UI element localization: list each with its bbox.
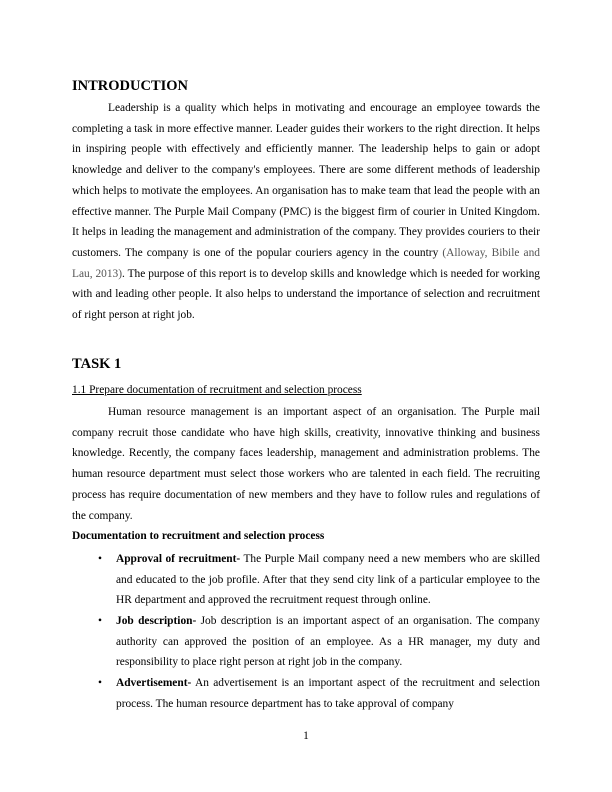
task1-paragraph	[72, 402, 540, 526]
task1-heading: TASK 1	[72, 356, 122, 372]
bullet-job-description	[98, 611, 540, 673]
bullet-advertisement	[98, 673, 540, 714]
bullet-dot: •	[98, 615, 102, 627]
bullet-title: Approval of recruitment-	[116, 553, 241, 565]
intro-paragraph	[72, 98, 540, 326]
bullet-approval	[98, 549, 540, 611]
bullet-dot: •	[98, 677, 102, 689]
documentation-heading: Documentation to recruitment and selection process	[72, 530, 325, 542]
bullet-text: The Purple Mail company need a new members who are skilled and educated to the job profile. After that they send city link of a particular employee to the HR department and approved the recruitment request through online.	[116, 553, 540, 607]
bullet-text: An advertisement is an important aspect of the recruitment and selection process. The human resource department has to take approval of company	[116, 677, 540, 710]
page-number: 1	[303, 730, 309, 742]
bullet-title: Advertisement-	[116, 677, 192, 689]
task1-paragraph-text: Human resource management is an important aspect of an organisation. The Purple mail company recruit those candidate who have high skills, creativity, innovative thinking and business knowledge. Recently, the company faces leadership, management and administration problems. The human resource department must select those workers who are talented in each field. The recruiting process has require documentation of new members and they have to follow rules and regulations of the company.	[72, 406, 540, 522]
bullet-text: Job description is an important aspect of an organisation. The company authority can approved the position of an employee. As a HR manager, my duty and responsibility to place right person at right job in the company.	[116, 615, 540, 669]
intro-text-end: . The purpose of this report is to develop skills and knowledge which is needed for working with and leading other people. It also helps to understand the importance of selection and recruitment of right person at right job.	[72, 267, 540, 322]
intro-heading: INTRODUCTION	[72, 78, 189, 94]
bullet-dot: •	[98, 553, 102, 565]
intro-citation: (Alloway, Bibile and Lau, 2013)	[72, 246, 540, 280]
task1-subheading: 1.1 Prepare documentation of recruitment and selection process	[72, 384, 362, 396]
intro-text-start: Leadership is a quality which helps in motivating and encourage an employee towards the completing a task in more effective manner. Leader guides their workers to the right direction. It helps in inspiring people with effectively and efficiently manner. The leadership helps to gain or adopt knowledge and deliver to the company's employees. There are some different methods of leadership which helps to motivate the employees. An organisation has to make team that lead the people with an effective manner. The Purple Mail Company (PMC) is the biggest firm of courier in United Kingdom. It helps in leading the management and administration of the company. They provides couriers to their customers. The company is one of the popular couriers agency in the country	[72, 102, 540, 259]
bullet-title: Job description-	[116, 615, 197, 627]
